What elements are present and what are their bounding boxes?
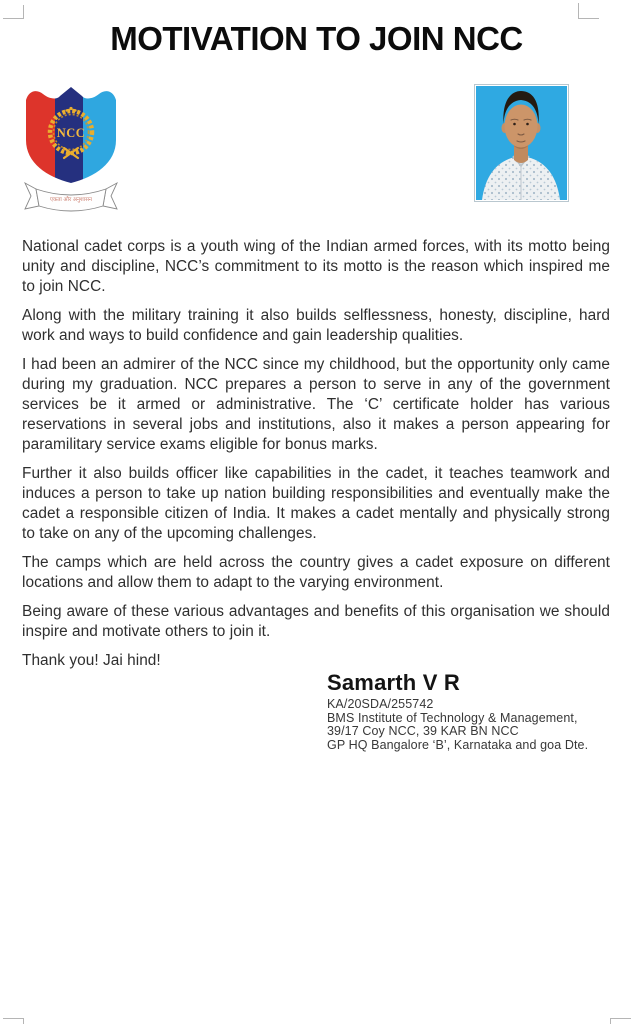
paragraph-1: National cadet corps is a youth wing of the Indian armed forces, with its motto being unity and discipline, NCC’s commitment to its motto is the reason which inspired me to join NCC.: [22, 238, 610, 295]
paragraph-5: The camps which are held across the country gives a cadet exposure on different locations and allow them to adapt to the varying environment.: [22, 554, 610, 591]
applicant-photo-image: [476, 86, 567, 200]
signature-directorate: GP HQ Bangalore ‘B’, Karnataka and goa Dte.: [327, 738, 589, 753]
motto-ribbon: [25, 183, 117, 211]
motto-ribbon-text: एकता और अनुशासन: [50, 197, 92, 203]
paragraph-6: Being aware of these various advantages and benefits of this organisation we should inspire and motivate others to join it.: [22, 603, 610, 640]
crest-acronym: NCC: [56, 126, 86, 140]
signature-block: [327, 670, 588, 753]
signature-institute: BMS Institute of Technology & Management,: [327, 710, 578, 725]
paragraph-4: Further it also builds officer like capabilities in the cadet, it teaches teamwork and induces a person to take up nation building responsibilities and eventually make the cadet a responsible citizen of India. It makes a cadet mentally and physically strong to take on any of the upcoming challenges.: [22, 465, 610, 542]
applicant-photo: [474, 84, 569, 202]
crop-mark-top-left: [3, 5, 24, 19]
crop-mark-top-right: [578, 3, 599, 19]
ncc-crest-emblem: [22, 85, 120, 216]
crop-mark-bottom-right: [610, 1018, 631, 1024]
letter-body: [22, 237, 610, 680]
crop-mark-bottom-left: [3, 1018, 24, 1024]
paragraph-2: Along with the military training it also builds selflessness, honesty, discipline, hard work and ways to build confidence and gain leadership qualities.: [22, 307, 610, 344]
ncc-crest-icon: [22, 85, 120, 216]
paragraph-3: I had been an admirer of the NCC since my childhood, but the opportunity only came during my graduation. NCC prepares a person to serve in any of the government services be it armed or administrative. The ‘C’ certificate holder has various reservations in several jobs and institutions, also it makes a person appearing for paramilitary service exams eligible for bonus marks.: [22, 356, 610, 453]
signature-name: Samarth V R: [327, 670, 461, 695]
page-title: MOTIVATION TO JOIN NCC: [110, 20, 523, 57]
signature-unit: 39/17 Coy NCC, 39 KAR BN NCC: [327, 724, 519, 739]
paragraph-closing: Thank you! Jai hind!: [22, 652, 161, 669]
signature-regimental-number: KA/20SDA/255742: [327, 697, 434, 712]
